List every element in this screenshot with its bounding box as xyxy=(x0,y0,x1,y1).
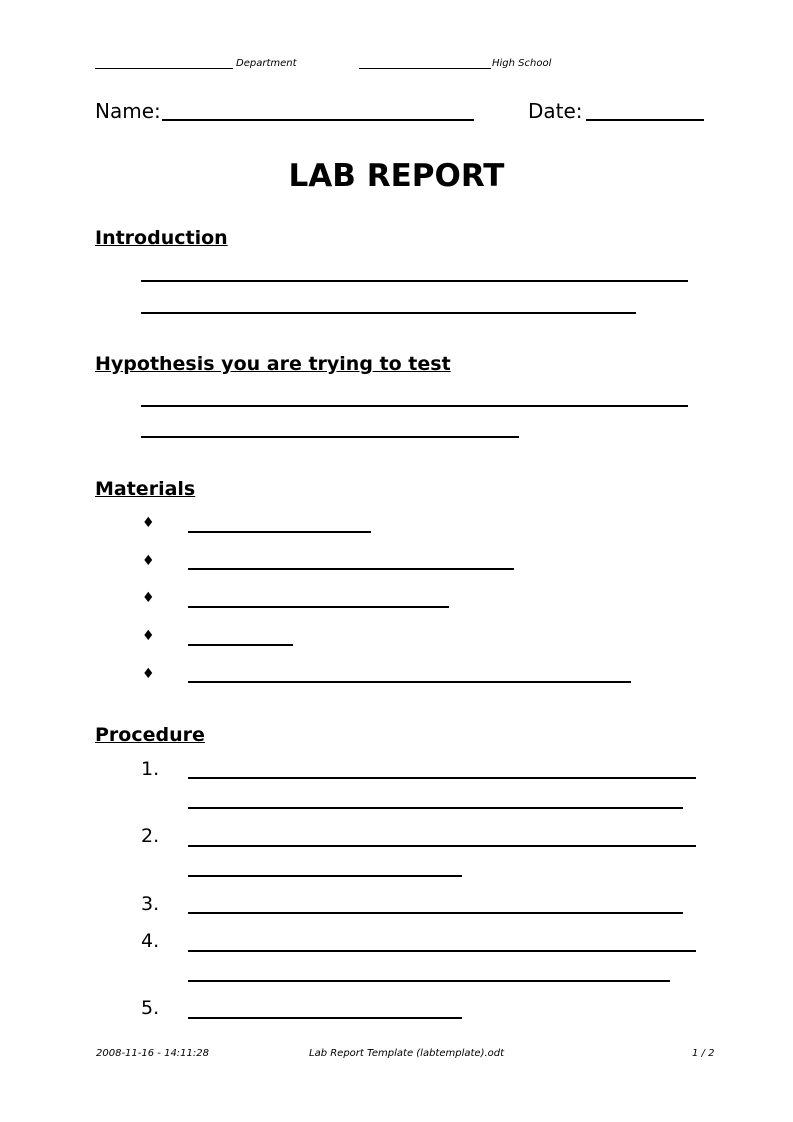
introduction-line[interactable] xyxy=(141,312,636,314)
material-line[interactable] xyxy=(188,644,293,646)
procedure-line[interactable] xyxy=(188,875,462,877)
school-label: High School xyxy=(492,58,552,69)
step-number: 5. xyxy=(141,997,160,1019)
section-heading-hypothesis: Hypothesis you are trying to test xyxy=(95,353,451,375)
hypothesis-line[interactable] xyxy=(141,436,519,438)
step-number: 2. xyxy=(141,825,160,847)
footer-timestamp: 2008-11-16 - 14:11:28 xyxy=(96,1048,209,1059)
material-line[interactable] xyxy=(188,681,631,683)
procedure-line[interactable] xyxy=(188,912,683,914)
bullet-icon: ♦ xyxy=(142,590,155,606)
bullet-icon: ♦ xyxy=(142,553,155,569)
name-label: Name: xyxy=(95,99,161,123)
bullet-icon: ♦ xyxy=(142,628,155,644)
step-number: 4. xyxy=(141,930,160,952)
step-number: 3. xyxy=(141,893,160,915)
procedure-line[interactable] xyxy=(188,950,696,952)
hypothesis-line[interactable] xyxy=(141,405,688,407)
footer-page-number: 1 / 2 xyxy=(692,1048,715,1059)
procedure-line[interactable] xyxy=(188,980,670,982)
bullet-icon: ♦ xyxy=(142,666,155,682)
department-label: Department xyxy=(236,58,297,69)
material-line[interactable] xyxy=(188,606,449,608)
section-heading-materials: Materials xyxy=(95,478,196,500)
bullet-icon: ♦ xyxy=(142,515,155,531)
procedure-line[interactable] xyxy=(188,1017,462,1019)
procedure-line[interactable] xyxy=(188,807,683,809)
name-blank-line[interactable] xyxy=(162,119,474,121)
step-number: 1. xyxy=(141,758,160,780)
department-blank-line[interactable] xyxy=(95,68,233,69)
footer-filename: Lab Report Template (labtemplate).odt xyxy=(309,1048,505,1059)
procedure-line[interactable] xyxy=(188,777,696,779)
date-blank-line[interactable] xyxy=(586,119,704,121)
section-heading-procedure: Procedure xyxy=(95,724,205,746)
date-label: Date: xyxy=(528,99,583,123)
school-blank-line[interactable] xyxy=(359,68,491,69)
procedure-line[interactable] xyxy=(188,845,696,847)
material-line[interactable] xyxy=(188,568,514,570)
section-heading-introduction: Introduction xyxy=(95,227,228,249)
material-line[interactable] xyxy=(188,531,371,533)
page-title: LAB REPORT xyxy=(288,158,505,194)
introduction-line[interactable] xyxy=(141,280,688,282)
